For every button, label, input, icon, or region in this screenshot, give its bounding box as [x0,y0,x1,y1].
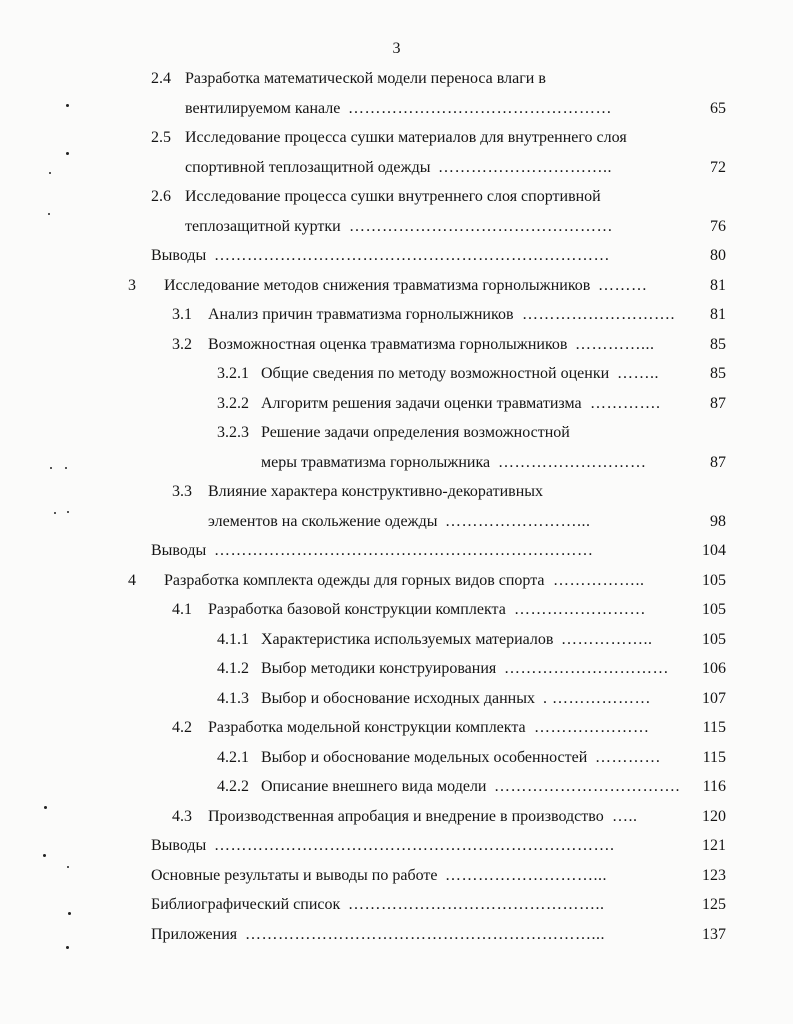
toc-entry-title: Решение задачи определения возможностной [261,424,570,441]
toc-entry-title: Исследование методов снижения травматизма горнолыжников [164,276,591,294]
toc-entry-title: Разработка комплекта одежды для горных видов спорта [164,571,545,589]
toc-entry [151,923,726,947]
toc-entry [128,569,726,593]
toc-entry [151,244,726,268]
toc-entry-title: Возможностная оценка травматизма горнолыжников [208,335,568,353]
toc-entry-number: 2.6 [151,188,171,205]
toc-entry-page: 106 [702,660,726,677]
toc-entry-title: Разработка базовой конструкции комплекта [208,601,506,618]
toc-entry [151,97,726,121]
toc-leader-dots: ……………………………. [494,778,680,795]
toc-leader-dots: ……………………………………….. [348,896,605,913]
toc-entry-title: Выбор и обоснование модельных особенностей [261,748,588,766]
toc-entry [217,628,726,652]
toc-leader-dots: ……………………… [498,453,647,471]
toc-entry [151,215,726,239]
toc-leader-dots: ………………… [534,719,650,736]
toc-entry-title: меры травматизма горнолыжника [261,453,491,471]
toc-leader-dots: …………….. [553,571,645,589]
toc-entry-title: Выбор методики конструирования [261,660,497,677]
toc-entry [172,805,726,829]
toc-entry-page: 123 [702,866,726,884]
toc-entry-title: элементов на скольжение одежды [208,512,438,530]
toc-leader-dots: ………………………. [522,306,675,323]
toc-entry [151,67,726,91]
toc-entry-page: 81 [710,276,726,294]
toc-leader-dots: ………………………………………… [349,217,613,235]
toc-entry-title: теплозащитной куртки [185,217,341,235]
toc-leader-dots: …….. [617,365,659,382]
toc-entry-number: 3.2.3 [217,424,249,441]
page-number: 3 [392,40,401,57]
toc-leader-dots: ………………………... [445,866,607,884]
toc-entry-title: Приложения [151,925,238,943]
toc-entry [151,126,726,150]
toc-entry-title: вентилируемом канале [185,99,341,117]
toc-entry-title: Выводы [151,247,207,264]
toc-entry [172,480,726,504]
toc-leader-dots: ………………………………………………………………. [214,837,615,854]
toc-entry-page: 115 [702,748,726,766]
toc-entry-title: Исследование процесса сушки внутреннего слоя спортивной [185,188,601,205]
toc-entry-page: 105 [702,601,726,618]
toc-entry-title: Производственная апробация и внедрение в производство [208,807,604,825]
toc-entry-title: Выводы [151,837,207,854]
toc-entry-page: 105 [702,571,726,589]
toc-entry-page: 85 [710,335,726,353]
toc-entry [151,539,726,563]
toc-leader-dots: …………... [575,335,655,353]
toc-entry-page: 107 [702,689,726,707]
toc-entry [217,421,726,445]
toc-entry-number: 4.2.1 [217,748,249,766]
toc-entry-page: 137 [702,925,726,943]
toc-entry [217,687,726,711]
toc-entry [151,156,726,180]
toc-leader-dots: …………………………………………………………… [214,542,594,559]
toc-entry-title: Характеристика используемых материалов [261,630,554,648]
toc-entry [172,716,726,740]
toc-leader-dots: ……… [598,276,648,294]
toc-entry [217,657,726,681]
toc-leader-dots: ………… [595,748,661,766]
toc-entry-page: 87 [710,394,726,412]
toc-entry-title: Библиографический список [151,896,341,913]
toc-entry [217,746,726,770]
toc-leader-dots: ….. [612,807,638,825]
toc-entry-number: 2.5 [151,129,171,146]
toc-leader-dots: . ……………… [543,689,651,707]
toc-entry-number: 3.2.1 [217,365,249,382]
toc-entry [217,451,726,475]
toc-entry-number: 4.1.3 [217,689,249,707]
toc-entry-number: 2.4 [151,70,171,87]
toc-entry-title: Выбор и обоснование исходных данных [261,689,535,707]
toc-leader-dots: ………………………………………………………... [245,925,605,943]
toc-entry-number: 3.3 [172,483,192,500]
toc-leader-dots: …………….. [561,630,653,648]
toc-entry-page: 115 [702,719,726,736]
toc-entry-page: 65 [710,99,726,117]
toc-entry [217,392,726,416]
toc-entry-title: спортивной теплозащитной одежды [185,158,431,176]
toc-entry-page: 104 [702,542,726,559]
toc-entry-page: 85 [710,365,726,382]
toc-entry-page: 121 [702,837,726,854]
toc-entry [128,274,726,298]
toc-leader-dots: ………………………………………… [348,99,612,117]
toc-entry [217,775,726,799]
toc-entry-title: Выводы [151,542,207,559]
toc-entry-page: 81 [710,306,726,323]
toc-entry-page: 125 [702,896,726,913]
toc-entry [172,598,726,622]
toc-entry-number: 4 [128,571,136,589]
toc-entry-number: 4.1.1 [217,630,249,648]
toc-entry-title: Общие сведения по методу возможностной оценки [261,365,610,382]
toc-entry [217,362,726,386]
toc-entry-number: 4.2 [172,719,192,736]
toc-entry [172,303,726,327]
toc-entry-number: 3.1 [172,306,192,323]
toc-entry-title: Анализ причин травматизма горнолыжников [208,306,514,323]
toc-entry-number: 3.2.2 [217,394,249,412]
toc-entry-title: Исследование процесса сушки материалов для внутреннего слоя [185,129,627,146]
toc-entry-page: 105 [702,630,726,648]
toc-entry-title: Разработка математической модели переноса влаги в [185,70,546,87]
toc-entry [151,834,726,858]
toc-entry-number: 4.3 [172,807,192,825]
toc-entry-title: Описание внешнего вида модели [261,778,487,795]
toc-leader-dots: ……………………………………………………………… [214,247,610,264]
toc-entry-number: 3.2 [172,335,192,353]
toc-entry-number: 4.1 [172,601,192,618]
toc-entry-page: 72 [710,158,726,176]
toc-leader-dots: ……………………... [445,512,591,530]
toc-entry [151,185,726,209]
toc-leader-dots: …………. [590,394,661,412]
toc-leader-dots: ………………………….. [438,158,612,176]
toc-entry [172,333,726,357]
toc-entry-title: Алгоритм решения задачи оценки травматизма [261,394,582,412]
toc-entry-title: Основные результаты и выводы по работе [151,866,438,884]
toc-entry [151,864,726,888]
toc-entry-page: 120 [702,807,726,825]
toc-entry-page: 80 [710,247,726,264]
toc-entry [151,893,726,917]
toc-entry-number: 4.1.2 [217,660,249,677]
toc-entry-number: 3 [128,276,136,294]
toc-entry-page: 76 [710,217,726,235]
toc-leader-dots: …………………… [514,601,646,618]
toc-entry-page: 98 [710,512,726,530]
toc-entry-title: Влияние характера конструктивно-декоративных [208,483,544,500]
toc-leader-dots: ………………………… [504,660,669,677]
toc-entry-page: 87 [710,453,726,471]
toc-entry-number: 4.2.2 [217,778,249,795]
toc-entry [172,510,726,534]
toc-entry-page: 116 [702,778,726,795]
toc-entry-title: Разработка модельной конструкции комплекта [208,719,526,736]
